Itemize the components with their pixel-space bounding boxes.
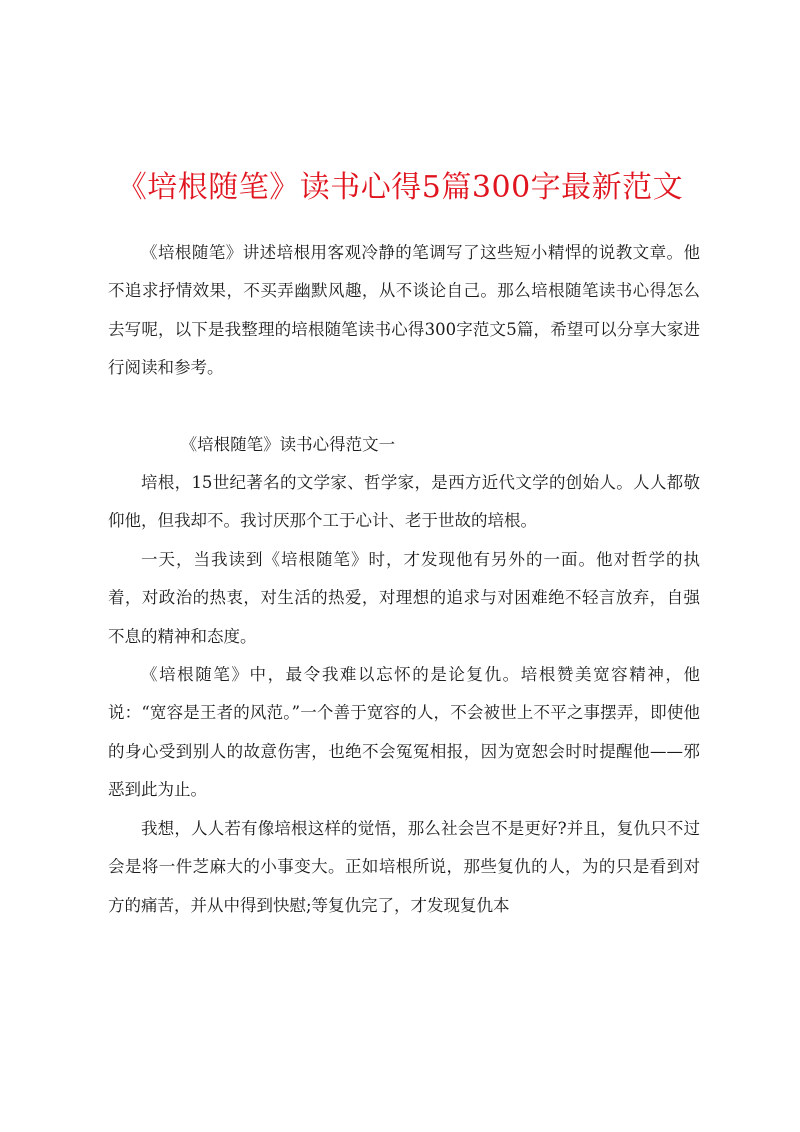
document-body [108, 234, 700, 925]
body-paragraph: 《培根随笔》中，最令我难以忘怀的是论复仇。培根赞美宽容精神，他说：“宽容是王者的风范。”一个善于宽容的人，不会被世上不平之事摆弄，即使他的身心受到别人的故意伤害，也绝不会冤冤相报，因为宽恕会时时提醒他——邪恶到此为止。 [108, 665, 700, 800]
body-paragraph: 培根，15世纪著名的文学家、哲学家，是西方近代文学的创始人。人人都敬仰他，但我却不。我讨厌那个工于心计、老于世故的培根。 [108, 473, 700, 531]
body-paragraph: 我想，人人若有像培根这样的觉悟，那么社会岂不是更好?并且，复仇只不过会是将一件芝麻大的小事变大。正如培根所说，那些复仇的人，为的只是看到对方的痛苦，并从中得到快慰;等复仇完了，才发现复仇本 [108, 818, 700, 915]
document-title: 《培根随笔》读书心得5篇300字最新范文 [116, 170, 684, 205]
section-heading: 《培根随笔》读书心得范文一 [180, 434, 396, 454]
intro-paragraph: 《培根随笔》讲述培根用客观冷静的笔调写了这些短小精悍的说教文章。他不追求抒情效果，不买弄幽默风趣，从不谈论自己。那么培根随笔读书心得怎么去写呢，以下是我整理的培根随笔读书心得300字范文5篇，希望可以分享大家进行阅读和参考。 [108, 243, 700, 378]
body-paragraph: 一天，当我读到《培根随笔》时，才发现他有另外的一面。他对哲学的执着，对政治的热衷，对生活的热爱，对理想的追求与对困难绝不轻言放弃，自强不息的精神和态度。 [108, 549, 700, 646]
